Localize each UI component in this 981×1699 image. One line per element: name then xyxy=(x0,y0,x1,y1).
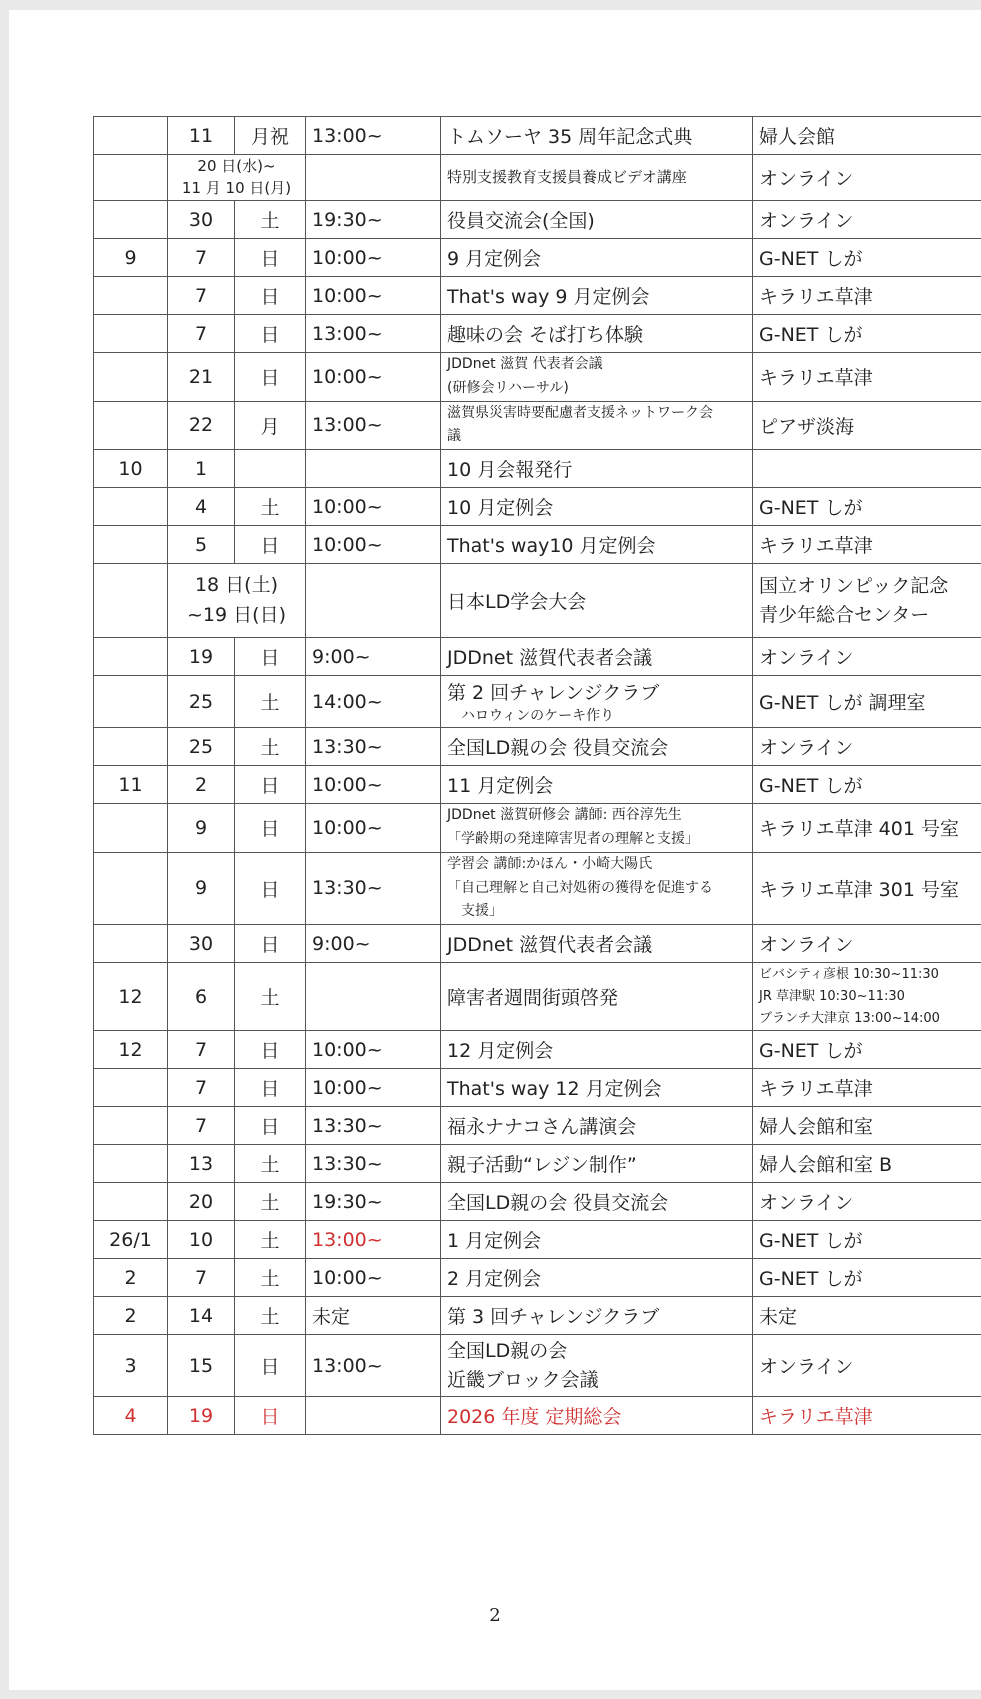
table-row xyxy=(94,315,981,353)
time-cell: 10:00~ xyxy=(306,277,441,315)
day-cell: 7 xyxy=(168,1069,235,1107)
time-cell: 10:00~ xyxy=(306,766,441,804)
table-row xyxy=(94,117,981,155)
event-cell: 障害者週間街頭啓発 xyxy=(441,963,753,1031)
day-cell: 9 xyxy=(168,804,235,853)
table-row xyxy=(94,1107,981,1145)
day-cell: 4 xyxy=(168,488,235,526)
table-row xyxy=(94,766,981,804)
event-cell: That's way10 月定例会 xyxy=(441,526,753,564)
day-cell: 30 xyxy=(168,201,235,239)
weekday-cell: 土 xyxy=(235,728,306,766)
place-cell: G-NET しが 調理室 xyxy=(753,676,981,728)
event-cell: 9 月定例会 xyxy=(441,239,753,277)
weekday-cell: 日 xyxy=(235,526,306,564)
weekday-cell: 日 xyxy=(235,239,306,277)
event-cell: 福永ナナコさん講演会 xyxy=(441,1107,753,1145)
day-cell: 6 xyxy=(168,963,235,1031)
place-cell: G-NET しが xyxy=(753,1031,981,1069)
page-number: 2 xyxy=(489,1605,501,1626)
month-cell xyxy=(94,1107,168,1145)
day-cell: 7 xyxy=(168,1107,235,1145)
month-cell: 2 xyxy=(94,1297,168,1335)
weekday-cell: 土 xyxy=(235,963,306,1031)
table-row xyxy=(94,277,981,315)
month-cell: 10 xyxy=(94,450,168,488)
time-cell: 13:30~ xyxy=(306,1107,441,1145)
place-cell: G-NET しが xyxy=(753,1259,981,1297)
day-cell: 7 xyxy=(168,1031,235,1069)
weekday-cell: 土 xyxy=(235,676,306,728)
time-cell xyxy=(306,155,441,201)
month-cell xyxy=(94,728,168,766)
document-page xyxy=(9,10,981,1690)
place-cell: オンライン xyxy=(753,638,981,676)
place-cell: オンライン xyxy=(753,925,981,963)
place-cell: ビバシティ彦根 10:30~11:30 JR 草津駅 10:30~11:30 ブランチ大津京 13:00~14:00 xyxy=(753,963,981,1031)
time-cell: 14:00~ xyxy=(306,676,441,728)
time-cell: 9:00~ xyxy=(306,925,441,963)
table-row xyxy=(94,201,981,239)
event-cell: 趣味の会 そば打ち体験 xyxy=(441,315,753,353)
table-row xyxy=(94,638,981,676)
day-cell: 9 xyxy=(168,852,235,924)
table-row xyxy=(94,1297,981,1335)
day-cell: 21 xyxy=(168,353,235,402)
time-cell: 10:00~ xyxy=(306,1259,441,1297)
table-row xyxy=(94,155,981,201)
table-row xyxy=(94,728,981,766)
event-cell: That's way 9 月定例会 xyxy=(441,277,753,315)
time-cell: 13:30~ xyxy=(306,1145,441,1183)
place-cell: オンライン xyxy=(753,1335,981,1397)
day-cell: 11 xyxy=(168,117,235,155)
table-row xyxy=(94,1259,981,1297)
month-cell xyxy=(94,676,168,728)
event-cell: 特別支援教育支援員養成ビデオ講座 xyxy=(441,155,753,201)
time-cell: 10:00~ xyxy=(306,239,441,277)
weekday-cell xyxy=(235,450,306,488)
place-cell: G-NET しが xyxy=(753,488,981,526)
table-row xyxy=(94,353,981,402)
weekday-cell: 土 xyxy=(235,1145,306,1183)
event-cell: 2026 年度 定期総会 xyxy=(441,1397,753,1435)
place-cell: オンライン xyxy=(753,728,981,766)
month-cell xyxy=(94,277,168,315)
month-cell xyxy=(94,638,168,676)
month-cell xyxy=(94,1069,168,1107)
event-cell: 日本LD学会大会 xyxy=(441,564,753,638)
weekday-cell: 日 xyxy=(235,353,306,402)
weekday-cell: 日 xyxy=(235,852,306,924)
table-row xyxy=(94,488,981,526)
weekday-cell: 日 xyxy=(235,277,306,315)
event-cell: 12 月定例会 xyxy=(441,1031,753,1069)
place-cell: キラリエ草津 301 号室 xyxy=(753,852,981,924)
table-row xyxy=(94,239,981,277)
place-cell: G-NET しが xyxy=(753,239,981,277)
time-cell xyxy=(306,1397,441,1435)
place-cell: 婦人会館和室 B xyxy=(753,1145,981,1183)
event-subtitle: ハロウィンのケーキ作り xyxy=(461,708,615,725)
table-row xyxy=(94,925,981,963)
time-cell: 19:30~ xyxy=(306,1183,441,1221)
place-cell: キラリエ草津 xyxy=(753,353,981,402)
place-cell: G-NET しが xyxy=(753,766,981,804)
day-cell: 7 xyxy=(168,315,235,353)
month-cell xyxy=(94,1183,168,1221)
event-cell: 第 3 回チャレンジクラブ xyxy=(441,1297,753,1335)
month-cell: 12 xyxy=(94,963,168,1031)
event-cell: 10 月会報発行 xyxy=(441,450,753,488)
month-cell xyxy=(94,117,168,155)
month-cell xyxy=(94,852,168,924)
day-cell: 10 xyxy=(168,1221,235,1259)
weekday-cell: 日 xyxy=(235,1107,306,1145)
table-row xyxy=(94,1145,981,1183)
day-cell: 22 xyxy=(168,401,235,450)
schedule-table xyxy=(93,116,981,1435)
weekday-cell: 月祝 xyxy=(235,117,306,155)
day-cell: 7 xyxy=(168,239,235,277)
table-row xyxy=(94,852,981,924)
weekday-cell: 日 xyxy=(235,1069,306,1107)
month-cell xyxy=(94,564,168,638)
place-cell: オンライン xyxy=(753,201,981,239)
event-cell: 第 2 回チャレンジクラブ ハロウィンのケーキ作り xyxy=(441,676,753,728)
table-row xyxy=(94,450,981,488)
table-row xyxy=(94,401,981,450)
day-cell: 19 xyxy=(168,638,235,676)
time-cell: 10:00~ xyxy=(306,353,441,402)
event-cell: 2 月定例会 xyxy=(441,1259,753,1297)
weekday-cell: 土 xyxy=(235,1259,306,1297)
month-cell: 9 xyxy=(94,239,168,277)
weekday-cell: 日 xyxy=(235,1031,306,1069)
place-cell: 婦人会館 xyxy=(753,117,981,155)
day-cell: 14 xyxy=(168,1297,235,1335)
day-cell: 1 xyxy=(168,450,235,488)
table-row xyxy=(94,1221,981,1259)
time-cell: 19:30~ xyxy=(306,201,441,239)
event-cell: That's way 12 月定例会 xyxy=(441,1069,753,1107)
weekday-cell: 土 xyxy=(235,1297,306,1335)
day-cell: 20 xyxy=(168,1183,235,1221)
place-cell: オンライン xyxy=(753,155,981,201)
month-cell xyxy=(94,1145,168,1183)
place-cell: オンライン xyxy=(753,1183,981,1221)
time-cell: 9:00~ xyxy=(306,638,441,676)
table-row-highlighted xyxy=(94,1397,981,1435)
table-row xyxy=(94,1183,981,1221)
time-cell: 10:00~ xyxy=(306,1031,441,1069)
event-cell: 親子活動“レジン制作” xyxy=(441,1145,753,1183)
place-cell: ピアザ淡海 xyxy=(753,401,981,450)
day-cell: 25 xyxy=(168,676,235,728)
place-cell: 未定 xyxy=(753,1297,981,1335)
weekday-cell: 土 xyxy=(235,1183,306,1221)
table-row xyxy=(94,526,981,564)
weekday-cell: 土 xyxy=(235,1221,306,1259)
weekday-cell: 日 xyxy=(235,804,306,853)
month-cell xyxy=(94,401,168,450)
time-cell xyxy=(306,564,441,638)
time-cell: 13:00~ xyxy=(306,1335,441,1397)
day-cell: 30 xyxy=(168,925,235,963)
table-row xyxy=(94,1069,981,1107)
event-cell: JDDnet 滋賀研修会 講師: 西谷淳先生 「学齢期の発達障害児者の理解と支援」 xyxy=(441,804,753,853)
date-range-cell: 18 日(土) ~19 日(日) xyxy=(168,564,306,638)
table-row xyxy=(94,1335,981,1397)
place-cell: G-NET しが xyxy=(753,315,981,353)
day-cell: 13 xyxy=(168,1145,235,1183)
time-cell: 13:00~ xyxy=(306,401,441,450)
event-cell: 役員交流会(全国) xyxy=(441,201,753,239)
place-cell: キラリエ草津 401 号室 xyxy=(753,804,981,853)
weekday-cell: 日 xyxy=(235,1397,306,1435)
place-cell: キラリエ草津 xyxy=(753,526,981,564)
day-cell: 19 xyxy=(168,1397,235,1435)
time-cell: 13:30~ xyxy=(306,852,441,924)
place-cell: G-NET しが xyxy=(753,1221,981,1259)
day-cell: 5 xyxy=(168,526,235,564)
day-cell: 7 xyxy=(168,277,235,315)
time-cell: 未定 xyxy=(306,1297,441,1335)
time-cell: 10:00~ xyxy=(306,804,441,853)
month-cell xyxy=(94,925,168,963)
weekday-cell: 日 xyxy=(235,925,306,963)
time-cell: 13:00~ xyxy=(306,117,441,155)
time-cell: 10:00~ xyxy=(306,526,441,564)
weekday-cell: 土 xyxy=(235,488,306,526)
month-cell: 3 xyxy=(94,1335,168,1397)
month-cell xyxy=(94,201,168,239)
day-cell: 25 xyxy=(168,728,235,766)
place-cell: 国立オリンピック記念 青少年総合センター xyxy=(753,564,981,638)
weekday-cell: 日 xyxy=(235,1335,306,1397)
weekday-cell: 日 xyxy=(235,766,306,804)
place-cell: キラリエ草津 xyxy=(753,277,981,315)
time-cell: 10:00~ xyxy=(306,1069,441,1107)
time-cell xyxy=(306,963,441,1031)
date-range-cell: 20 日(水)~ 11 月 10 日(月) xyxy=(168,155,306,201)
day-cell: 15 xyxy=(168,1335,235,1397)
time-cell: 13:00~ xyxy=(306,315,441,353)
time-cell: 10:00~ xyxy=(306,488,441,526)
place-cell: キラリエ草津 xyxy=(753,1397,981,1435)
event-cell: JDDnet 滋賀 代表者会議 (研修会リハーサル) xyxy=(441,353,753,402)
day-cell: 7 xyxy=(168,1259,235,1297)
weekday-cell: 月 xyxy=(235,401,306,450)
weekday-cell: 日 xyxy=(235,638,306,676)
month-cell xyxy=(94,353,168,402)
month-cell xyxy=(94,488,168,526)
table-row xyxy=(94,963,981,1031)
month-cell xyxy=(94,315,168,353)
event-cell: トムソーヤ 35 周年記念式典 xyxy=(441,117,753,155)
time-cell-highlighted: 13:00~ xyxy=(306,1221,441,1259)
event-cell: JDDnet 滋賀代表者会議 xyxy=(441,638,753,676)
event-cell: 滋賀県災害時要配慮者支援ネットワーク会 議 xyxy=(441,401,753,450)
event-cell: 11 月定例会 xyxy=(441,766,753,804)
event-cell: 1 月定例会 xyxy=(441,1221,753,1259)
event-cell: 全国LD親の会 役員交流会 xyxy=(441,728,753,766)
place-cell: キラリエ草津 xyxy=(753,1069,981,1107)
month-cell: 26/1 xyxy=(94,1221,168,1259)
table-row xyxy=(94,804,981,853)
event-cell: 学習会 講師:かほん・小崎大陽氏 「自己理解と自己対処術の獲得を促進する 支援」 xyxy=(441,852,753,924)
event-cell: JDDnet 滋賀代表者会議 xyxy=(441,925,753,963)
event-cell: 全国LD親の会 役員交流会 xyxy=(441,1183,753,1221)
time-cell: 13:30~ xyxy=(306,728,441,766)
month-cell: 11 xyxy=(94,766,168,804)
weekday-cell: 日 xyxy=(235,315,306,353)
month-cell xyxy=(94,804,168,853)
event-cell: 全国LD親の会 近畿ブロック会議 xyxy=(441,1335,753,1397)
table-row xyxy=(94,676,981,728)
table-row xyxy=(94,1031,981,1069)
table-row xyxy=(94,564,981,638)
weekday-cell: 土 xyxy=(235,201,306,239)
month-cell: 4 xyxy=(94,1397,168,1435)
day-cell: 2 xyxy=(168,766,235,804)
place-cell: 婦人会館和室 xyxy=(753,1107,981,1145)
place-cell xyxy=(753,450,981,488)
time-cell xyxy=(306,450,441,488)
month-cell: 2 xyxy=(94,1259,168,1297)
month-cell xyxy=(94,526,168,564)
month-cell xyxy=(94,155,168,201)
month-cell: 12 xyxy=(94,1031,168,1069)
event-cell: 10 月定例会 xyxy=(441,488,753,526)
